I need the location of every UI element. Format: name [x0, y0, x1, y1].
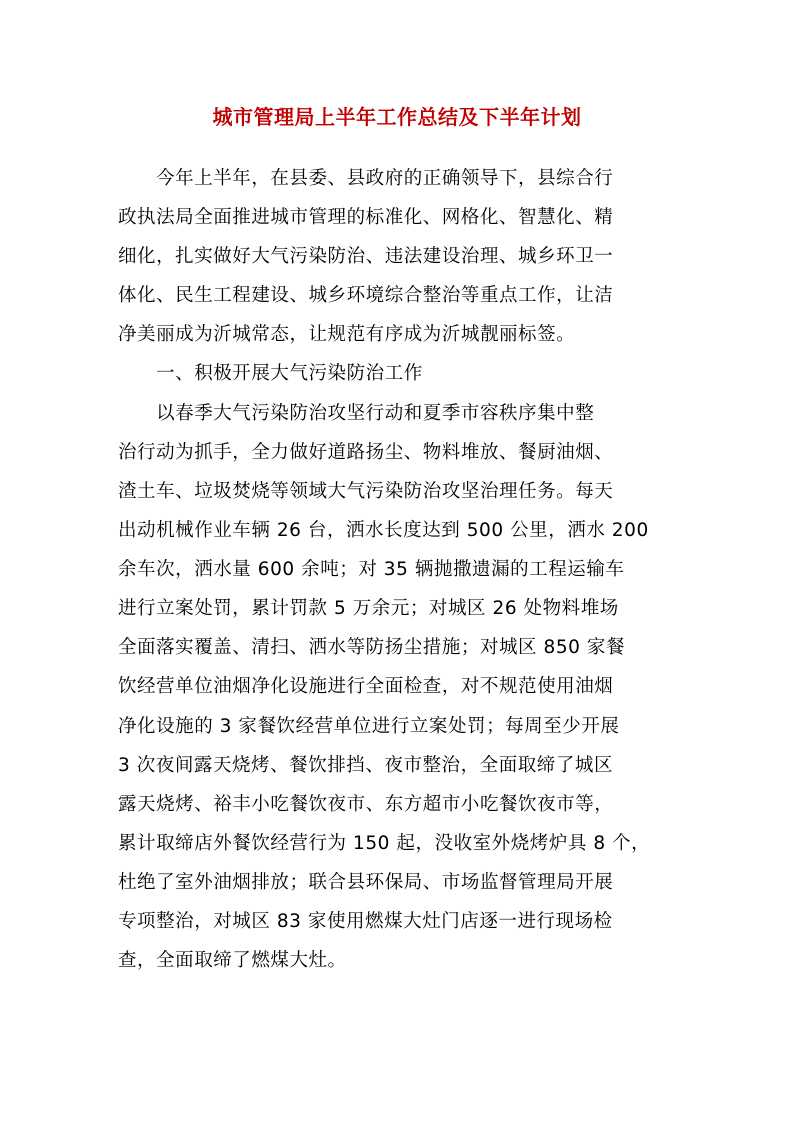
body-line: 查，全面取缔了燃煤大灶。	[118, 950, 347, 971]
body-line: 余车次，洒水量 600 余吨；对 35 辆抛撒遗漏的工程运输车	[118, 559, 625, 580]
section-heading: 一、积极开展大气污染防治工作	[118, 363, 423, 384]
body-line: 露天烧烤、裕丰小吃餐饮夜市、东方超市小吃餐饮夜市等，	[118, 794, 614, 815]
body-line: 全面落实覆盖、清扫、洒水等防扬尘措施；对城区 850 家餐	[118, 637, 626, 658]
body-line: 治行动为抓手，全力做好道路扬尘、物料堆放、餐厨油烟、	[118, 442, 614, 463]
body-line: 细化，扎实做好大气污染防治、违法建设治理、城乡环卫一	[118, 246, 614, 267]
body-line: 今年上半年，在县委、县政府的正确领导下，县综合行	[118, 168, 614, 189]
body-line: 净化设施的 3 家餐饮经营单位进行立案处罚；每周至少开展	[118, 716, 620, 737]
body-line: 净美丽成为沂城常态，让规范有序成为沂城靓丽标签。	[118, 324, 576, 345]
body-line: 以春季大气污染防治攻坚行动和夏季市容秩序集中整	[118, 403, 595, 424]
body-line: 专项整治，对城区 83 家使用燃煤大灶门店逐一进行现场检	[118, 911, 613, 932]
body-line: 出动机械作业车辆 26 台，洒水长度达到 500 公里，洒水 200	[118, 520, 649, 541]
body-line: 杜绝了室外油烟排放；联合县环保局、市场监督管理局开展	[118, 872, 614, 893]
body-line: 渣土车、垃圾焚烧等领域大气污染防治攻坚治理任务。每天	[118, 481, 614, 502]
document-title: 城市管理局上半年工作总结及下半年计划	[212, 105, 582, 129]
body-line: 进行立案处罚，累计罚款 5 万余元；对城区 26 处物料堆场	[118, 598, 619, 619]
body-line: 体化、民生工程建设、城乡环境综合整治等重点工作，让洁	[118, 285, 614, 306]
body-line: 累计取缔店外餐饮经营行为 150 起，没收室外烧烤炉具 8 个，	[118, 833, 651, 854]
body-line: 饮经营单位油烟净化设施进行全面检查，对不规范使用油烟	[118, 676, 614, 697]
body-line: 政执法局全面推进城市管理的标准化、网格化、智慧化、精	[118, 207, 614, 228]
body-line: 3 次夜间露天烧烤、餐饮排挡、夜市整治，全面取缔了城区	[118, 755, 614, 776]
